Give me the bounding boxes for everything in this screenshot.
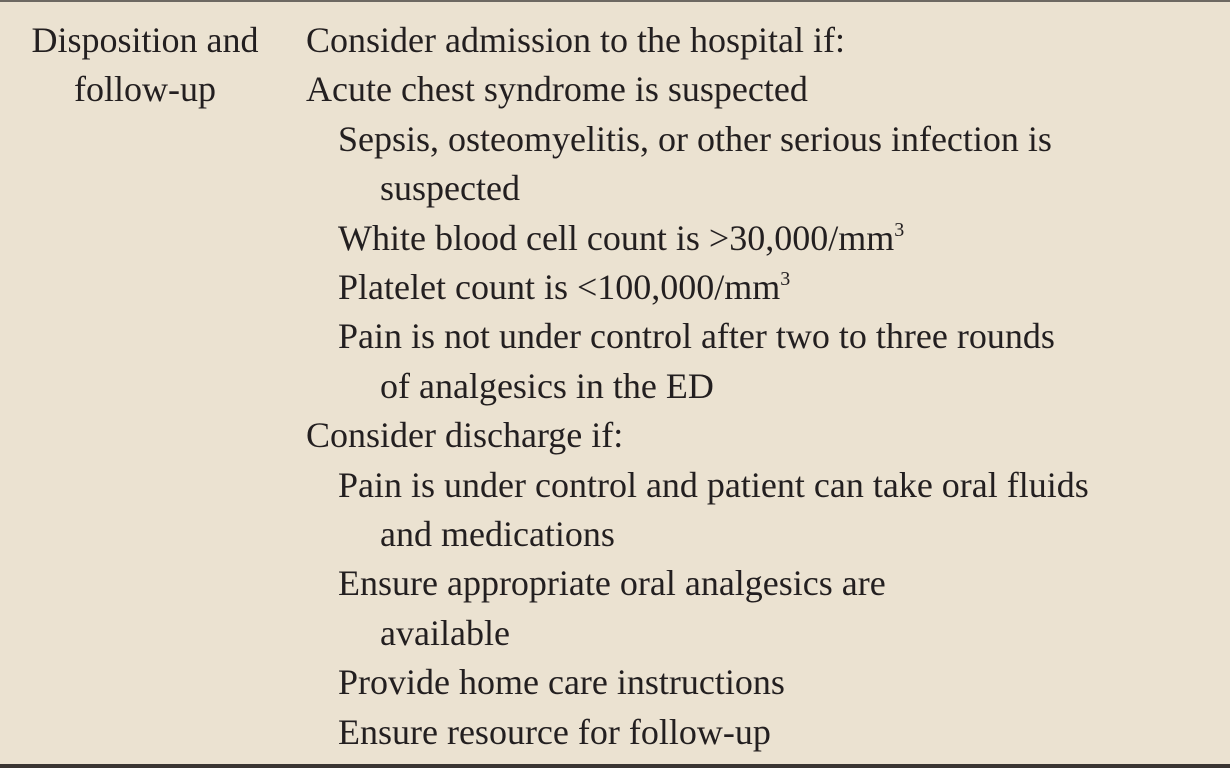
platelet-text: Platelet count is <100,000/mm	[338, 267, 781, 308]
admission-heading: Consider admission to the hospital if:	[306, 20, 845, 60]
admission-criterion-sepsis-cont: suspected	[380, 168, 520, 209]
top-rule	[0, 0, 1230, 2]
wbc-superscript: 3	[894, 218, 905, 241]
row-label-line-2: follow-up	[74, 69, 216, 109]
discharge-criterion-pain-cont: and medications	[380, 514, 615, 555]
admission-criterion-platelet	[306, 263, 1224, 312]
platelet-superscript: 3	[780, 268, 791, 291]
row-content	[306, 16, 1224, 757]
row-label	[0, 16, 290, 114]
discharge-criterion-followup: Ensure resource for follow-up	[338, 711, 771, 752]
admission-criterion-pain: Pain is not under control after two to three rounds	[338, 316, 1055, 357]
wbc-text: White blood cell count is >30,000/mm	[338, 217, 895, 258]
row-label-line-1: Disposition and	[31, 20, 259, 60]
discharge-heading: Consider discharge if:	[306, 415, 624, 456]
admission-criterion-pain-cont: of analgesics in the ED	[380, 365, 714, 406]
admission-criterion-wbc	[306, 214, 1224, 263]
discharge-criterion-analgesics-cont: available	[380, 612, 510, 653]
admission-criterion-sepsis: Sepsis, osteomyelitis, or other serious infection is	[338, 118, 1052, 159]
discharge-criterion-analgesics: Ensure appropriate oral analgesics are	[338, 563, 886, 604]
discharge-criterion-pain: Pain is under control and patient can take oral fluids	[338, 464, 1089, 505]
discharge-criterion-home-care: Provide home care instructions	[338, 662, 785, 703]
admission-criterion-acute-chest: Acute chest syndrome is suspected	[306, 69, 808, 110]
